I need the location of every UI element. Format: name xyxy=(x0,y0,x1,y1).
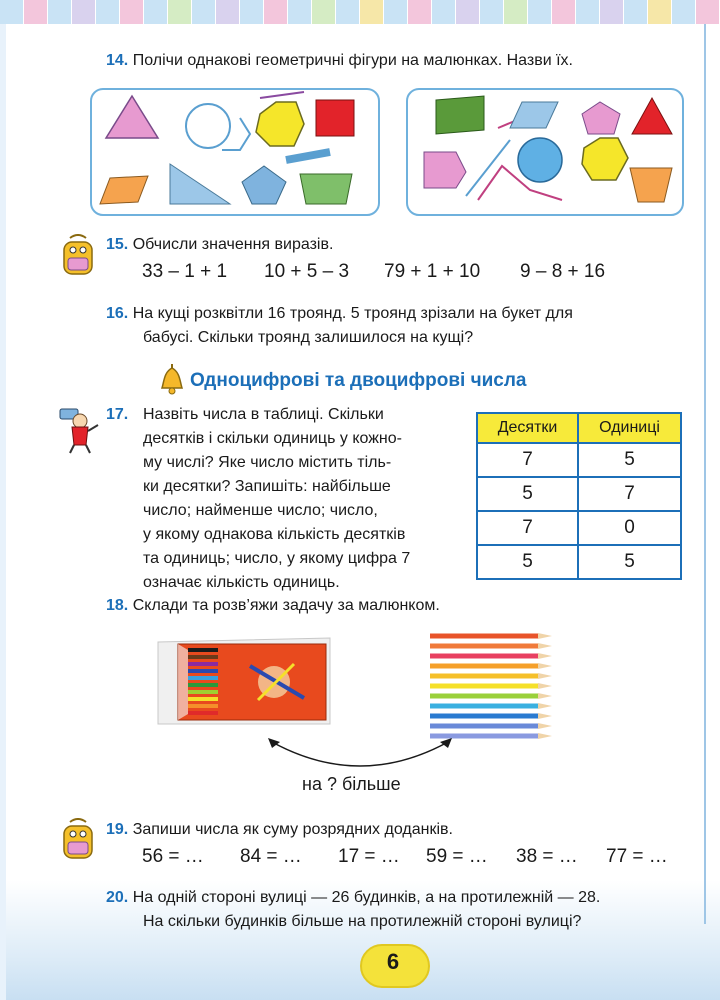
task-text-line: число; найменше число; число, xyxy=(143,502,378,519)
task-20 xyxy=(106,886,686,934)
task-18 xyxy=(106,594,440,618)
task-text-line: ки десятки? Запишіть: найбільше xyxy=(143,478,391,495)
task-number: 19. xyxy=(106,821,129,838)
table-row xyxy=(477,443,681,477)
trapezoid-shape xyxy=(300,174,352,204)
comparison-arrow xyxy=(262,734,458,776)
task-text-line: Назвіть числа в таблиці. Скільки xyxy=(143,406,384,423)
shapes-panel-left xyxy=(90,88,380,216)
task-text-line: На кущі розквітли 16 троянд. 5 троянд зрізали на букет для xyxy=(132,305,573,322)
task-text-line: му числі? Яке число містить тіль- xyxy=(143,454,392,471)
left-margin-rule xyxy=(0,24,6,1000)
right-margin-rule xyxy=(704,24,706,924)
backpack-icon xyxy=(58,234,98,278)
task-text-line: На скільки будинків більше на протилежній стороні вулиці? xyxy=(143,913,582,930)
task-text: Склади та розв’яжи задачу за малюнком. xyxy=(132,597,440,614)
task-text-line: десятків і скільки одиниць у кожно- xyxy=(143,430,402,447)
place-value-item: 56 = … xyxy=(142,846,204,867)
table-cell: 7 xyxy=(477,511,578,545)
table-row xyxy=(477,477,681,511)
place-value-row xyxy=(142,846,682,872)
place-value-item: 84 = … xyxy=(240,846,302,867)
table-row xyxy=(477,545,681,579)
task-16 xyxy=(106,302,686,350)
circle-shape xyxy=(186,104,230,148)
table-cell: 5 xyxy=(477,477,578,511)
pencil-pack-image xyxy=(154,636,334,728)
expression: 10 + 5 – 3 xyxy=(264,261,350,282)
task-text-line: означає кількість одиниць. xyxy=(143,574,340,591)
table-header-row xyxy=(477,413,681,443)
backpack-icon xyxy=(58,818,98,862)
task-number: 18. xyxy=(106,597,129,614)
task-number: 20. xyxy=(106,889,129,906)
character-icon xyxy=(58,405,100,455)
place-value-item: 17 = … xyxy=(338,846,400,867)
task-text-line: На одній стороні вулиці — 26 будинків, а на протилежній — 28. xyxy=(132,889,601,906)
place-value-item: 59 = … xyxy=(426,846,488,867)
circle-shape xyxy=(518,138,562,182)
place-value-item: 38 = … xyxy=(516,846,578,867)
expression: 9 – 8 + 16 xyxy=(520,261,606,282)
table-cell: 0 xyxy=(578,511,681,545)
expression: 79 + 1 + 10 xyxy=(384,261,481,282)
expression: 33 – 1 + 1 xyxy=(142,261,228,282)
section-title: Одноцифрові та двоцифрові числа xyxy=(190,370,527,391)
task-17 xyxy=(106,403,462,595)
trapezoid-shape xyxy=(436,96,484,134)
task-number: 14. xyxy=(106,52,129,69)
task-text: Запиши числа як суму розрядних доданків. xyxy=(132,821,453,838)
task-text: Обчисли значення виразів. xyxy=(132,236,334,253)
loose-pencils-image xyxy=(426,630,558,740)
comparison-caption: на ? більше xyxy=(302,774,401,794)
table-cell: 5 xyxy=(578,545,681,579)
task-number: 16. xyxy=(106,305,129,322)
top-decorative-strip xyxy=(0,0,720,24)
task-number: 17. xyxy=(106,406,129,423)
task-14 xyxy=(106,49,573,73)
trapezoid-shape xyxy=(630,168,672,202)
shapes-panel-right xyxy=(406,88,684,216)
task-number: 15. xyxy=(106,236,129,253)
table-header: Одиниці xyxy=(578,413,681,443)
table-row xyxy=(477,511,681,545)
task-19 xyxy=(106,818,453,842)
expressions-row xyxy=(142,261,682,287)
task-text-line: бабусі. Скільки троянд залишилося на кущі? xyxy=(143,329,474,346)
table-cell: 5 xyxy=(578,443,681,477)
page-number: 6 xyxy=(386,949,400,974)
task-text: Полічи однакові геометричні фігури на малюнках. Назви їх. xyxy=(132,52,573,69)
task-text-line: та одиниць; число, у якому цифра 7 xyxy=(143,550,411,567)
tens-units-table xyxy=(476,412,682,580)
task-text-line: у якому однакова кількість десятків xyxy=(143,526,406,543)
place-value-item: 77 = … xyxy=(606,846,668,867)
table-header: Десятки xyxy=(477,413,578,443)
square-shape xyxy=(316,100,354,136)
task-15 xyxy=(106,233,333,257)
table-cell: 7 xyxy=(477,443,578,477)
table-cell: 5 xyxy=(477,545,578,579)
table-cell: 7 xyxy=(578,477,681,511)
bell-icon xyxy=(158,364,186,396)
